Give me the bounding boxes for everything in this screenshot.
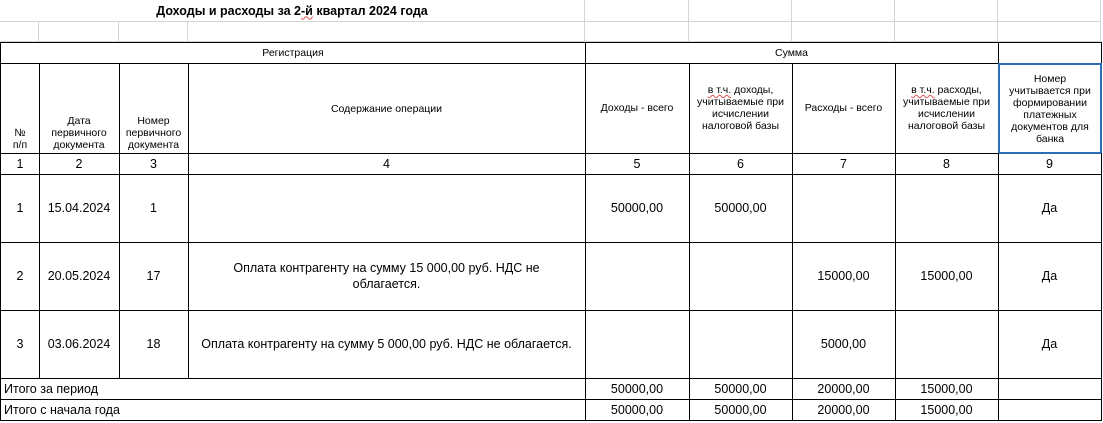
table-row-1-number[interactable] (0, 174, 40, 243)
expense-value: 15000,00 (817, 269, 870, 283)
col-header-doc-number[interactable] (119, 63, 189, 154)
table-row-1-expense[interactable] (792, 174, 896, 243)
column-number: 7 (840, 156, 847, 171)
total-value: 20000,00 (817, 402, 870, 417)
table-row-2-number[interactable] (0, 242, 40, 311)
column-number: 5 (633, 156, 641, 171)
total-label: Итого с начала года (4, 402, 120, 417)
total-value: 15000,00 (920, 402, 973, 417)
income-value: 50000,00 (610, 201, 664, 215)
table-row-3-content[interactable] (188, 310, 586, 379)
col-header-expense-total[interactable] (792, 63, 896, 154)
table-row-1-bank[interactable] (998, 174, 1102, 243)
column-number-cell[interactable] (585, 153, 690, 175)
table-row-3-expense[interactable] (792, 310, 896, 379)
doc-number: 17 (146, 269, 161, 283)
table-row-2-expense[interactable] (792, 242, 896, 311)
empty-cell[interactable] (998, 378, 1102, 400)
total-ytd-expense[interactable] (792, 399, 896, 421)
empty-cell[interactable] (998, 399, 1102, 421)
empty-cell[interactable] (998, 42, 1102, 64)
total-value: 50000,00 (714, 381, 767, 396)
column-number-cell[interactable] (895, 153, 999, 175)
table-row-1-income-tax[interactable] (689, 174, 793, 243)
empty-cell[interactable] (792, 22, 895, 42)
row-number: 2 (16, 269, 24, 283)
empty-cell[interactable] (792, 0, 895, 22)
table-row-2-content[interactable] (188, 242, 586, 311)
table-row-1-doc[interactable] (119, 174, 189, 243)
empty-cell[interactable] (39, 22, 119, 42)
empty-cell[interactable] (689, 0, 792, 22)
total-value: 20000,00 (817, 381, 870, 396)
column-number-cell[interactable] (998, 153, 1102, 175)
title-cell[interactable] (0, 0, 585, 22)
doc-date: 20.05.2024 (47, 269, 111, 283)
operation-content: Оплата контрагенту на сумму 15 000,00 руб. НДС не облагается. (233, 261, 540, 291)
table-row-3-doc[interactable] (119, 310, 189, 379)
table-row-2-bank[interactable] (998, 242, 1102, 311)
empty-cell[interactable] (895, 0, 998, 22)
group-header-sum[interactable] (585, 42, 999, 64)
empty-cell[interactable] (188, 22, 585, 42)
table-row-3-expense-tax[interactable] (895, 310, 999, 379)
doc-date: 03.06.2024 (47, 337, 111, 351)
operation-content: Оплата контрагенту на сумму 5 000,00 руб. НДС не облагается. (201, 337, 572, 351)
empty-cell[interactable] (998, 0, 1101, 22)
total-value: 50000,00 (610, 402, 664, 417)
empty-cell[interactable] (998, 22, 1101, 42)
column-number: 4 (383, 156, 390, 171)
header-label: Номер первичного документа (125, 115, 182, 151)
column-number-cell[interactable] (119, 153, 189, 175)
total-period-label[interactable] (0, 378, 586, 400)
table-row-2-income[interactable] (585, 242, 690, 311)
total-ytd-label[interactable] (0, 399, 586, 421)
row-number: 1 (16, 201, 24, 215)
total-label: Итого за период (4, 381, 99, 396)
doc-date: 15.04.2024 (47, 201, 111, 215)
total-period-income-tax[interactable] (689, 378, 793, 400)
header-label: Содержание операции (330, 103, 443, 115)
col-header-number[interactable] (0, 63, 40, 154)
col-header-expense-tax[interactable] (895, 63, 999, 154)
header-label: в т.ч. расходы, учитываемые при исчислении налоговой базы (903, 84, 990, 132)
bank-flag: Да (1041, 337, 1058, 351)
empty-cell[interactable] (0, 22, 39, 42)
empty-cell[interactable] (585, 22, 689, 42)
table-row-3-income-tax[interactable] (689, 310, 793, 379)
column-number: 1 (16, 156, 24, 171)
table-row-2-income-tax[interactable] (689, 242, 793, 311)
column-number-cell[interactable] (689, 153, 793, 175)
bank-flag: Да (1041, 269, 1058, 283)
income-tax-value: 50000,00 (714, 201, 767, 215)
header-label: Дата первичного документа (51, 115, 107, 151)
total-ytd-income[interactable] (585, 399, 690, 421)
col-header-income-total[interactable] (585, 63, 690, 154)
table-row-1-income[interactable] (585, 174, 690, 243)
empty-cell[interactable] (585, 0, 689, 22)
empty-cell[interactable] (689, 22, 792, 42)
expense-value: 5000,00 (820, 337, 867, 351)
total-period-expense[interactable] (792, 378, 896, 400)
total-period-income[interactable] (585, 378, 690, 400)
table-row-1-expense-tax[interactable] (895, 174, 999, 243)
doc-number: 1 (150, 201, 157, 215)
header-label: Номер учитывается при формировании платежных документов для банка (1009, 72, 1091, 145)
table-row-1-content[interactable] (188, 174, 586, 243)
column-number: 2 (75, 156, 83, 171)
group-header-registration[interactable] (0, 42, 586, 64)
expense-tax-value: 15000,00 (920, 269, 973, 283)
doc-number: 18 (146, 337, 161, 351)
total-ytd-expense-tax[interactable] (895, 399, 999, 421)
header-label: Расходы - всего (804, 102, 883, 114)
table-row-3-date[interactable] (39, 310, 120, 379)
column-number: 8 (943, 156, 950, 171)
table-row-2-expense-tax[interactable] (895, 242, 999, 311)
header-label: № п/п (12, 127, 28, 151)
table-row-3-bank[interactable] (998, 310, 1102, 379)
group-label: Сумма (775, 47, 808, 59)
group-label: Регистрация (262, 47, 324, 59)
total-value: 50000,00 (714, 402, 767, 417)
empty-cell[interactable] (895, 22, 998, 42)
total-value: 50000,00 (610, 381, 664, 396)
column-number-cell[interactable] (188, 153, 586, 175)
total-period-expense-tax[interactable] (895, 378, 999, 400)
column-number-cell[interactable] (792, 153, 896, 175)
sheet-title: Доходы и расходы за 2-й квартал 2024 года (156, 3, 428, 18)
table-row-2-date[interactable] (39, 242, 120, 311)
col-header-date[interactable] (39, 63, 120, 154)
table-row-2-doc[interactable] (119, 242, 189, 311)
table-row-3-number[interactable] (0, 310, 40, 379)
bank-flag: Да (1041, 201, 1058, 215)
table-row-3-income[interactable] (585, 310, 690, 379)
column-number: 3 (150, 156, 157, 171)
header-label: в т.ч. доходы, учитываемые при исчислении налоговой базы (697, 84, 784, 132)
row-number: 3 (16, 337, 24, 351)
column-number: 6 (737, 156, 744, 171)
header-label: Доходы - всего (600, 102, 674, 114)
column-number-cell[interactable] (39, 153, 120, 175)
col-header-bank-number[interactable] (998, 63, 1102, 154)
col-header-content[interactable] (188, 63, 586, 154)
total-value: 15000,00 (920, 381, 973, 396)
total-ytd-income-tax[interactable] (689, 399, 793, 421)
table-row-1-date[interactable] (39, 174, 120, 243)
col-header-income-tax[interactable] (689, 63, 793, 154)
column-number-cell[interactable] (0, 153, 40, 175)
empty-cell[interactable] (119, 22, 188, 42)
column-number: 9 (1046, 156, 1053, 171)
